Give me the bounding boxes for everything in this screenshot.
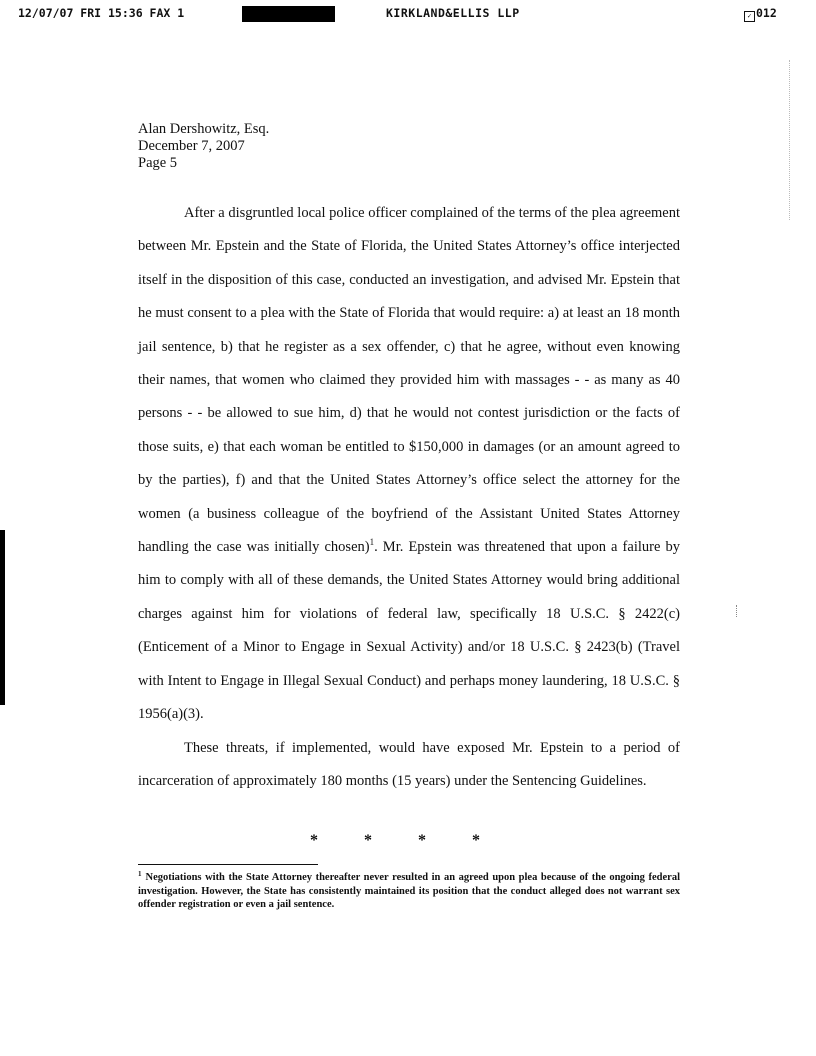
- fax-page-digits: 012: [756, 6, 777, 20]
- paragraph-2: These threats, if implemented, would have exposed Mr. Epstein to a period of incarceration of approximately 180 months (15 years) under the Sentencing Guidelines.: [138, 739, 680, 789]
- fax-firm-name: KIRKLAND&ELLIS LLP: [386, 6, 520, 20]
- scan-speckle: [789, 60, 792, 220]
- letter-date: December 7, 2007: [138, 138, 245, 154]
- footnote-reference: 1: [369, 537, 375, 548]
- section-break-star: *: [364, 832, 372, 849]
- section-break-star: *: [418, 832, 426, 849]
- fax-page-number: [744, 6, 777, 22]
- footnote-mark: 1: [138, 869, 142, 878]
- section-break-star: *: [310, 832, 318, 849]
- redaction-block: [242, 6, 335, 22]
- paragraph-1: [138, 197, 680, 732]
- paragraph-1-continued: . Mr. Epstein was threatened that upon a failure by him to comply with all of these demands, the United States Attorney would bring additional charges against him for violations of federal law, specifically 18 U.S.C. § 2422(c)(Enticement of a Minor to Engage in Sexual Activity) and/or 18 U.S.C. § 2423(b) (Travel with Intent to Engage in Illegal Sexual Conduct) and perhaps money laundering, 18 U.S.C. § 1956(a)(3).: [138, 539, 680, 723]
- page-label: Page 5: [138, 155, 178, 171]
- scan-speckle: [736, 605, 739, 617]
- section-break: [310, 832, 480, 850]
- fax-header: [0, 6, 816, 24]
- paragraph-1-text: After a disgruntled local police officer complained of the terms of the plea agreement between Mr. Epstein and the State of Florida, the United States Attorney’s office interjected itself in the disposition of this case, conducted an investigation, and advised Mr. Epstein that he must consent to a plea with the State of Florida that would require: a) at least an 18 month jail sentence, b) that he register as a sex offender, c) that he agree, without even knowing their names, that women who claimed they provided him with massages - - as many as 40 persons - - be allowed to sue him, d) that he would not contest jurisdiction or the facts of those suits, e) that each woman be entitled to $150,000 in damages (or an amount agreed to by the parties), f) and that the United States Attorney’s office select the attorney for the women (a business colleague of the boyfriend of the Assistant United States Attorney handling the case was initially chosen): [138, 205, 680, 556]
- addressee-name: Alan Dershowitz, Esq.: [138, 121, 270, 137]
- fax-date-time: 12/07/07 FRI 15:36 FAX 1: [18, 6, 185, 20]
- letter-body: [138, 197, 680, 798]
- footnote: [138, 871, 680, 912]
- addressee-block: [138, 121, 269, 172]
- scan-edge-mark: [0, 530, 5, 705]
- section-break-star: *: [472, 832, 480, 849]
- checkbox-icon: ✓: [744, 11, 755, 22]
- footnote-divider: [138, 864, 318, 865]
- footnote-text: Negotiations with the State Attorney thereafter never resulted in an agreed upon plea because of the ongoing federal investigation. However, the State has consistently maintained its position that the conduct alleged does not warrant sex offender registration or even a jail sentence.: [138, 872, 680, 910]
